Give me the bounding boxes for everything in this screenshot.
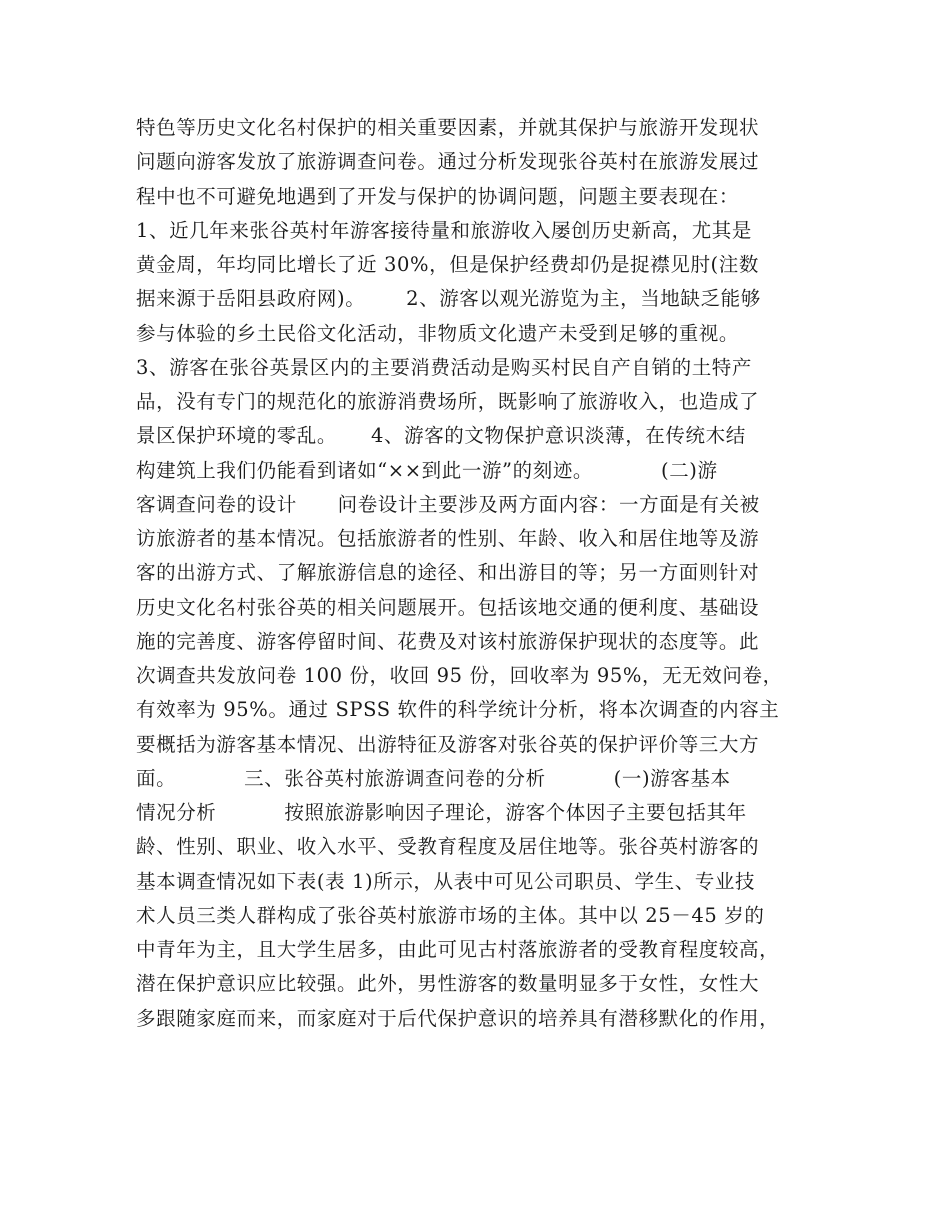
text-line: 多跟随家庭而来，而家庭对于后代保护意识的培养具有潜移默化的作用， <box>136 1006 780 1030</box>
text-line: 构建筑上我们仍能看到诸如“××到此一游”的刻迹。 (二)游 <box>136 458 718 482</box>
text-line: 面。 三、张谷英村旅游调查问卷的分析 (一)游客基本 <box>136 766 731 790</box>
text-line: 黄金周，年均同比增长了近 30%，但是保护经费却仍是捉襟见肘(注数 <box>136 253 759 276</box>
text-line: 1、近几年来张谷英村年游客接待量和旅游收入屡创历史新高，尤其是 <box>136 218 753 242</box>
text-line: 参与体验的乡土民俗文化活动，非物质文化遗产未受到足够的重视。 <box>136 321 740 345</box>
text-line: 3、游客在张谷英景区内的主要消费活动是购买村民自产自销的土特产 <box>136 355 753 379</box>
text-line: 中青年为主，且大学生居多，由此可见古村落旅游者的受教育程度较高， <box>136 938 780 961</box>
text-line: 基本调查情况如下表(表 1)所示，从表中可见公司职员、学生、专业技 <box>136 869 756 893</box>
text-line: 施的完善度、游客停留时间、花费及对该村旅游保护现状的态度等。此 <box>136 629 760 653</box>
text-line: 要概括为游客基本情况、出游特征及游客对张谷英的保护评价等三大方 <box>136 732 760 756</box>
text-line: 潜在保护意识应比较强。此外，男性游客的数量明显多于女性，女性大 <box>136 972 760 996</box>
text-line: 客的出游方式、了解旅游信息的途径、和出游目的等；另一方面则针对 <box>136 561 760 585</box>
text-line: 情况分析 按照旅游影响因子理论，游客个体因子主要包括其年 <box>136 801 747 824</box>
text-line: 程中也不可避免地遇到了开发与保护的协调问题，问题主要表现在： <box>136 184 740 208</box>
text-line: 龄、性别、职业、收入水平、受教育程度及居住地等。张谷英村游客的 <box>136 835 760 859</box>
body-text <box>136 111 836 1036</box>
text-line: 历史文化名村张谷英的相关问题展开。包括该地交通的便利度、基础设 <box>136 595 760 619</box>
text-line: 特色等历史文化名村保护的相关重要因素，并就其保护与旅游开发现状 <box>136 116 760 139</box>
text-line: 有效率为 95%。通过 SPSS 软件的科学统计分析，将本次调查的内容主 <box>136 698 780 722</box>
text-line: 问题向游客发放了旅游调查问卷。通过分析发现张谷英村在旅游发展过 <box>136 150 760 174</box>
text-line: 术人员三类人群构成了张谷英村旅游市场的主体。其中以 25－45 岁的 <box>136 903 765 927</box>
text-line: 景区保护环境的零乱。 4、游客的文物保护意识淡薄，在传统木结 <box>136 424 746 448</box>
text-line: 客调查问卷的设计 问卷设计主要涉及两方面内容：一方面是有关被 <box>136 492 760 516</box>
text-line: 据来源于岳阳县政府网)。 2、游客以观光游览为主，当地缺乏能够 <box>136 287 761 311</box>
text-line: 访旅游者的基本情况。包括旅游者的性别、年龄、收入和居住地等及游 <box>136 527 760 550</box>
text-line: 品，没有专门的规范化的旅游消费场所，既影响了旅游收入，也造成了 <box>136 390 760 413</box>
text-line: 次调查共发放问卷 100 份，收回 95 份，回收率为 95%，无无效问卷， <box>136 664 783 687</box>
